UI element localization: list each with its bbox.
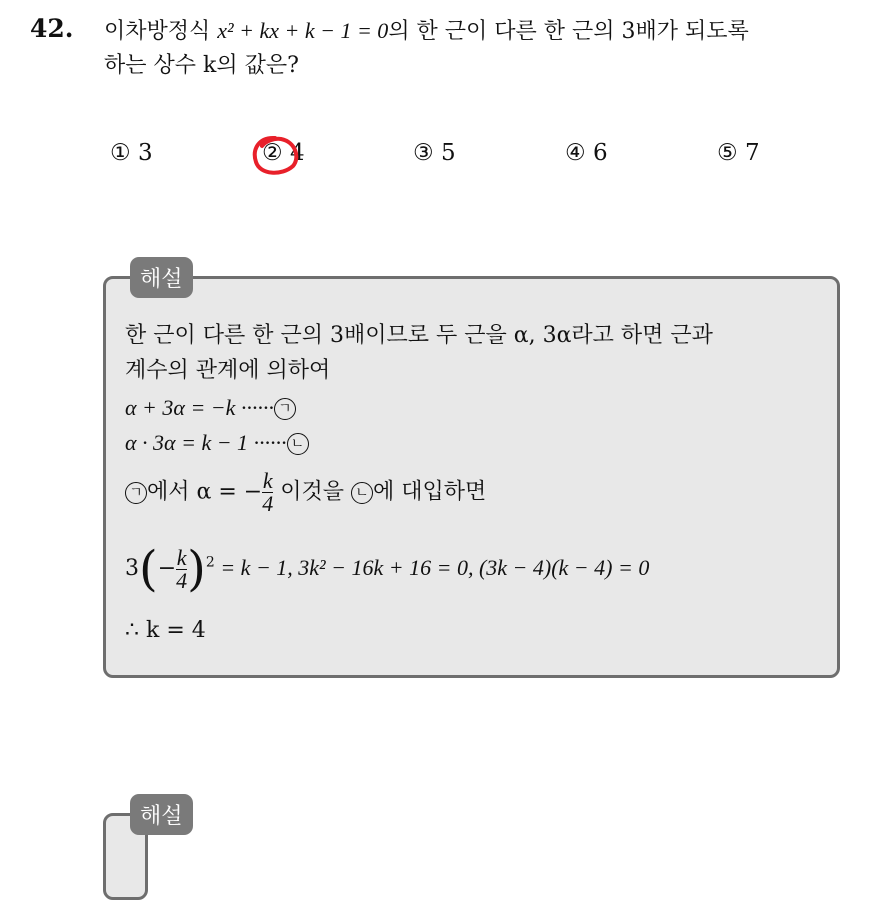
stem-line2: 하는 상수 k의 값은? [104, 53, 299, 78]
solution-line-1: 한 근이 다른 한 근의 3배이므로 두 근을 α, 3α라고 하면 근과 [125, 323, 713, 348]
solution-line-5: ㄱ 에서 α = − $\frac{k}{4}$ 이것을 ㄴ 에 대입하면 [125, 470, 486, 515]
solution-eq1: α + 3α = −k ······ ㄱ [125, 395, 296, 421]
solution-tag: 해설 [130, 257, 193, 298]
solution-line-2: 계수의 관계에 의하여 [125, 358, 331, 383]
fraction-k-over-4: $\frac{k}{4}$ [262, 468, 274, 516]
choice-5[interactable]: ⑤ 7 [717, 140, 760, 166]
answer-circle-mark [248, 132, 302, 180]
choice-2[interactable]: ② 4 [262, 140, 305, 166]
choice-3[interactable]: ③ 5 [413, 140, 456, 166]
solution-line-7: ∴ k = 4 [125, 618, 206, 643]
solution-eq2: α · 3α = k − 1 ······ ㄴ [125, 430, 309, 456]
stem-suffix: 의 한 근이 다른 한 근의 3배가 되도록 [388, 19, 749, 44]
choice-1[interactable]: ① 3 [110, 140, 153, 166]
mark-nieun: ㄴ [287, 433, 309, 455]
question-number: 42. [30, 14, 74, 43]
mark-giyeok: ㄱ [274, 398, 296, 420]
stem-prefix: 이차방정식 [104, 19, 211, 44]
choice-4[interactable]: ④ 6 [565, 140, 608, 166]
solution-line-6: 3(− $\frac{k}{4}$ )$^2$ = k − 1, 3k² − 16k + 16 = 0, (3k − 4)(k − 4) = 0 [125, 541, 650, 597]
solution-tag-2: 해설 [130, 794, 193, 835]
question-stem [104, 14, 864, 83]
stem-equation: x² + kx + k − 1 = 0 [217, 18, 389, 43]
